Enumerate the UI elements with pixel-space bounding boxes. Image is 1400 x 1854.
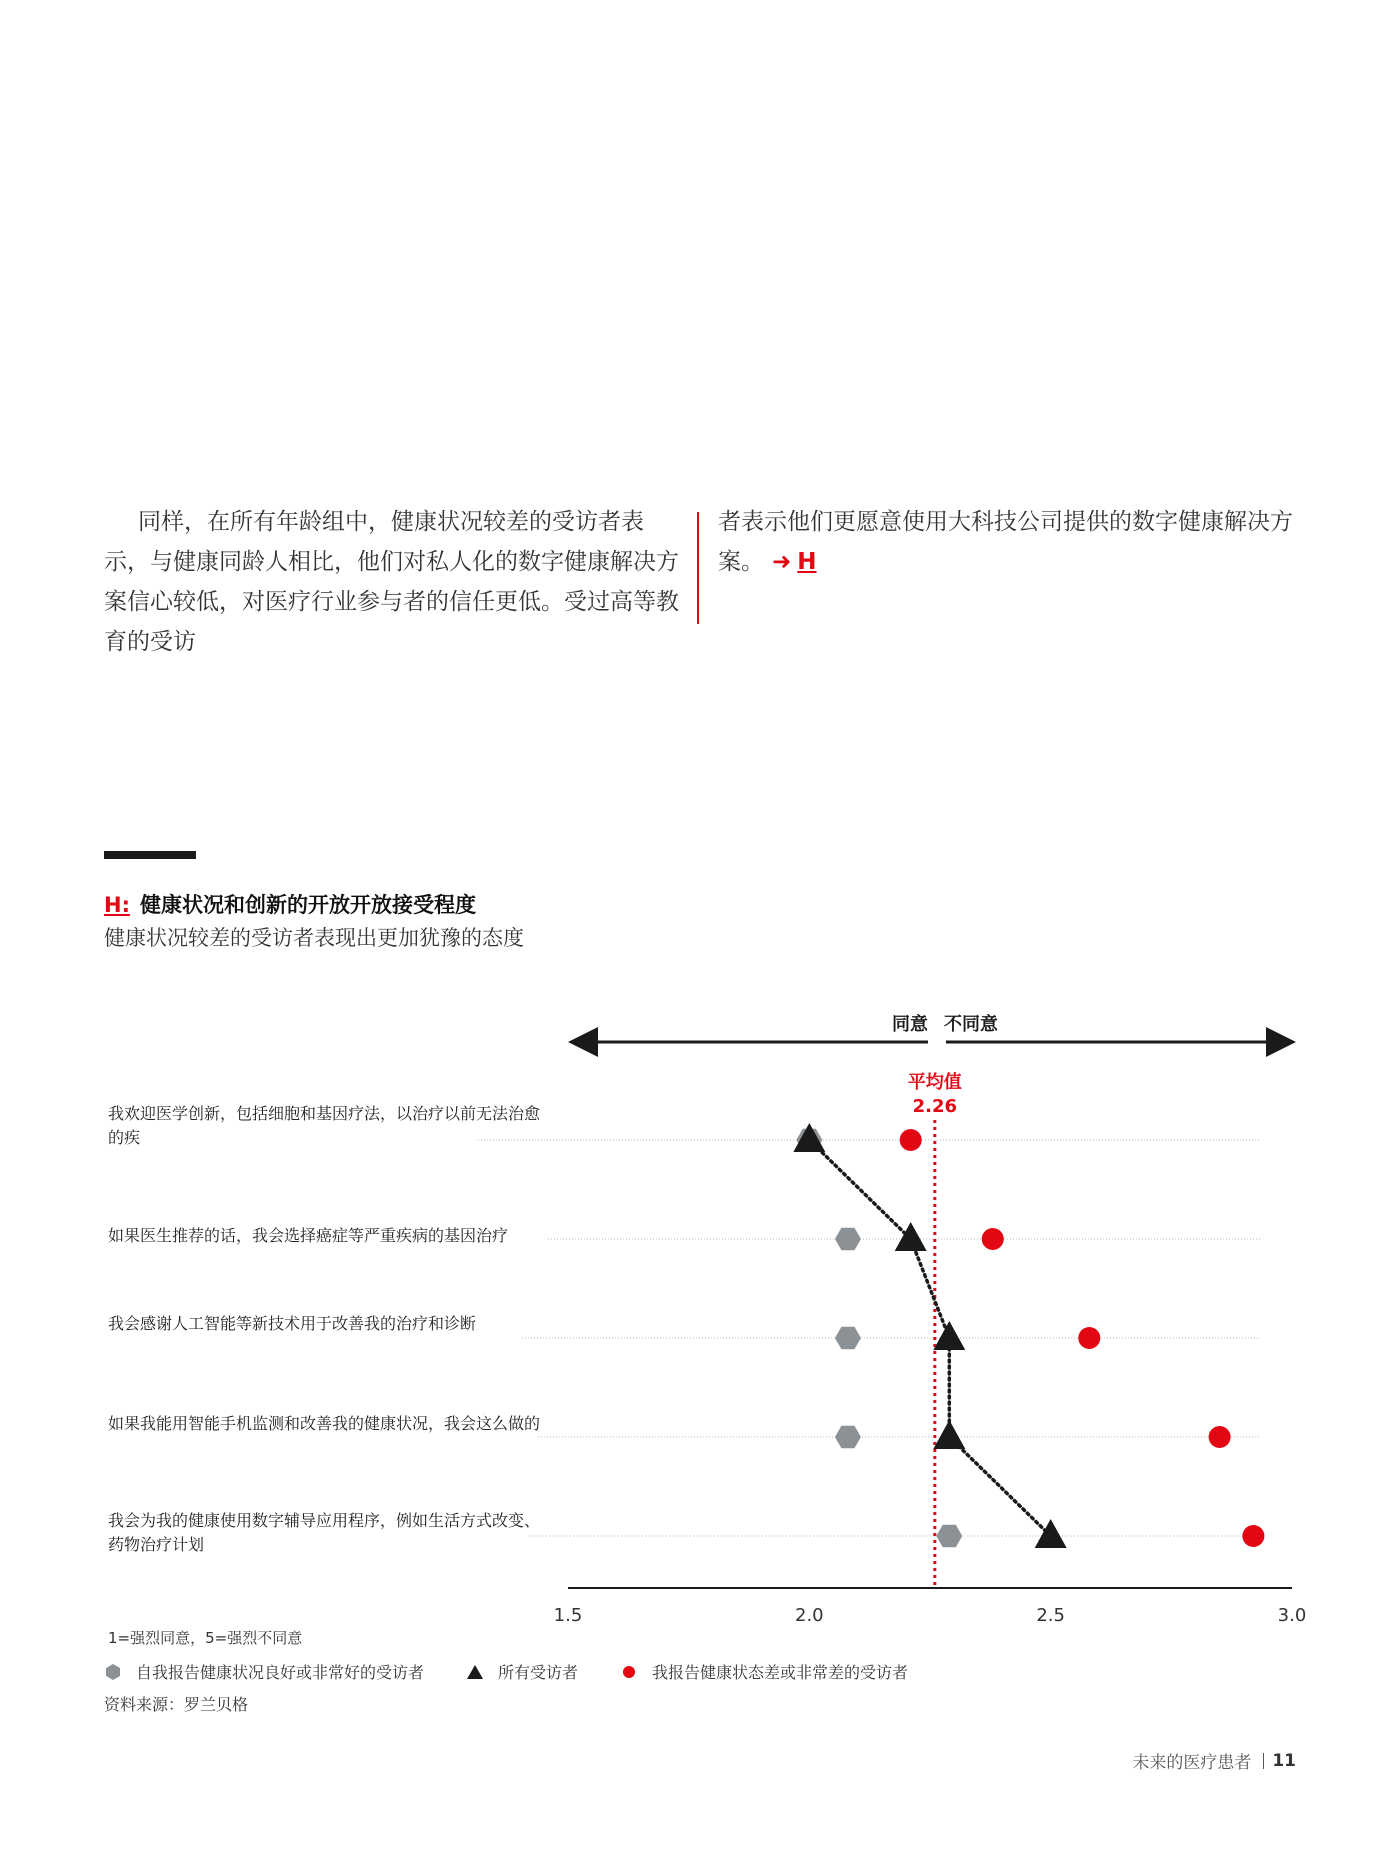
legend-poor-health: [620, 1660, 908, 1683]
good-health-mark: [835, 1228, 861, 1251]
poor-health-mark: [982, 1228, 1004, 1250]
left-column-text: 同样，在所有年龄组中，健康状况较差的受访者表示，与健康同龄人相比，他们对私人化的数字健康解决方案信心较低，对医疗行业参与者的信任更低。受过高等教育的受访: [104, 509, 679, 655]
chart-subtitle: 健康状况较差的受访者表现出更加犹豫的态度: [104, 926, 524, 950]
row-label-5: 我会为我的健康使用数字辅导应用程序，例如生活方式改变、药物治疗计划: [108, 1511, 541, 1554]
row-label-3: 我会感谢人工智能等新技术用于改善我的治疗和诊断: [108, 1314, 477, 1333]
page-number: 11: [1272, 1750, 1296, 1771]
x-tick-label: 2.0: [795, 1605, 824, 1626]
figure-reference-link[interactable]: H: [797, 549, 817, 575]
x-tick-label: 3.0: [1277, 1605, 1307, 1626]
arrow-right-icon: ➜: [772, 549, 792, 575]
good-health-mark: [835, 1327, 861, 1350]
data-marks: [793, 1123, 1264, 1548]
good-health-mark: [835, 1426, 861, 1449]
triangle-icon: [466, 1663, 484, 1681]
poor-health-mark: [900, 1129, 922, 1151]
all-respondents-mark: [933, 1321, 965, 1350]
source-note: 资料来源：罗兰贝格: [104, 1695, 249, 1714]
chart-title-text: 健康状况和创新的开放开放接受程度: [139, 893, 476, 917]
circle-icon: [620, 1663, 638, 1681]
chart-label: H:: [104, 893, 130, 917]
poor-health-mark: [1209, 1426, 1231, 1448]
all-respondents-mark: [933, 1420, 965, 1449]
x-tick-label: 1.5: [553, 1605, 583, 1626]
row-label-2: 如果医生推荐的话，我会选择癌症等严重疾病的基因治疗: [108, 1226, 509, 1245]
all-respondents-mark: [1035, 1519, 1067, 1548]
poor-health-mark: [1242, 1525, 1264, 1547]
legend-all-respondents: [466, 1660, 578, 1683]
average-label: 平均值: [907, 1072, 962, 1093]
row-label-1: 我欢迎医学创新，包括细胞和基因疗法，以治疗以前无法治愈的疾: [108, 1104, 541, 1147]
row-label-4: 如果我能用智能手机监测和改善我的健康状况，我会这么做的: [108, 1414, 541, 1433]
agree-label: 同意: [892, 1014, 928, 1035]
scale-note: 1=强烈同意，5=强烈不同意: [108, 1629, 303, 1647]
legend-poor-health-label: 我报告健康状态差或非常差的受访者: [652, 1663, 909, 1682]
right-column-text: 者表示他们更愿意使用大科技公司提供的数字健康解决方案。: [718, 509, 1293, 575]
legend-all-respondents-label: 所有受访者: [498, 1663, 579, 1682]
poor-health-mark: [1078, 1327, 1100, 1349]
page-footer: [1132, 1748, 1296, 1773]
good-health-mark: [936, 1525, 962, 1548]
average-value: 2.26: [912, 1096, 958, 1117]
footer-title: 未来的医疗患者: [1132, 1753, 1252, 1773]
legend-good-health: [104, 1660, 424, 1683]
legend-good-health-label: 自我报告健康状况良好或非常好的受访者: [136, 1663, 425, 1682]
chart-legend: [104, 1660, 950, 1683]
disagree-label: 不同意: [944, 1014, 998, 1035]
hexagon-icon: [104, 1663, 122, 1681]
x-axis-ticks: [554, 1605, 1307, 1626]
footer-separator: [1263, 1753, 1264, 1769]
x-tick-label: 2.5: [1036, 1605, 1065, 1626]
